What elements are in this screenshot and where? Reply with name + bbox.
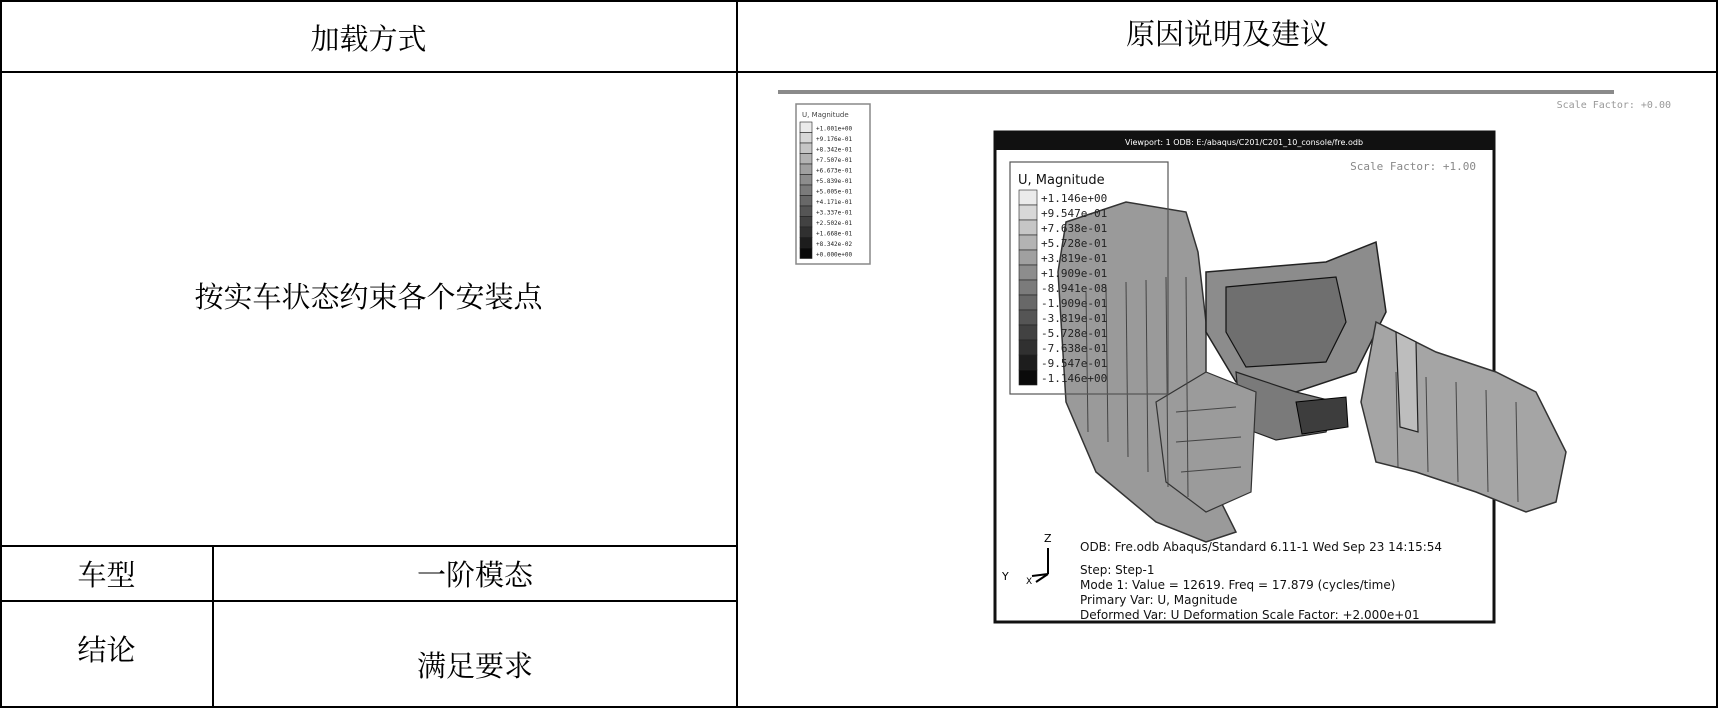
- small-legend-swatch: [800, 217, 812, 228]
- small-legend-swatch: [800, 175, 812, 186]
- info-odb: ODB: Fre.odb Abaqus/Standard 6.11-1 Wed Sep 23 14:15:54: [1080, 540, 1443, 554]
- legend-swatch: [1019, 310, 1037, 325]
- small-legend-swatch: [800, 248, 812, 259]
- legend-swatch: [1019, 325, 1037, 340]
- small-legend-swatch: [800, 133, 812, 144]
- info-mode: Mode 1: Value = 12619. Freq = 17.879 (cycles/time): [1080, 578, 1396, 592]
- axis-x-label: X: [1026, 577, 1033, 587]
- small-legend-swatch: [800, 164, 812, 175]
- legend-value: -8.941e-08: [1041, 282, 1108, 295]
- small-legend-value: +5.839e-01: [816, 177, 853, 185]
- legend-value: +3.819e-01: [1041, 252, 1108, 265]
- legend-value: -1.146e+00: [1041, 372, 1108, 385]
- small-legend-value: +3.337e-01: [816, 209, 853, 217]
- small-legend-swatch: [800, 206, 812, 217]
- small-legend-value: +6.673e-01: [816, 167, 853, 175]
- small-legend-value: +4.171e-01: [816, 198, 853, 206]
- small-legend-value: +8.342e-01: [816, 146, 853, 154]
- small-legend-swatch: [800, 227, 812, 238]
- legend-value: +1.909e-01: [1041, 267, 1108, 280]
- legend-swatch: [1019, 280, 1037, 295]
- legend-value: -1.909e-01: [1041, 297, 1108, 310]
- header-reason-suggestion: 原因说明及建议: [1125, 16, 1329, 51]
- small-legend: [796, 104, 870, 264]
- legend-swatch: [1019, 370, 1037, 385]
- legend-swatch: [1019, 295, 1037, 310]
- legend-swatch: [1019, 355, 1037, 370]
- figure-top-rule: [778, 90, 1614, 94]
- loading-method-text: 按实车状态约束各个安装点: [194, 280, 543, 314]
- small-legend-value: +9.176e-01: [816, 135, 853, 143]
- small-legend-swatch: [800, 154, 812, 165]
- header-loading-method: 加载方式: [310, 21, 427, 56]
- legend-value: +7.638e-01: [1041, 222, 1108, 235]
- legend-value: -5.728e-01: [1041, 327, 1108, 340]
- svg-text:U, Magnitude: U, Magnitude: [802, 111, 849, 119]
- fea-mode-shape-figure: [736, 72, 1686, 702]
- info-deformed-var: Deformed Var: U Deformation Scale Factor: +2.000e+01: [1080, 608, 1420, 622]
- small-legend-value: +2.502e-01: [816, 219, 853, 227]
- viewport-title: Viewport: 1 ODB: E:/abaqus/C201/C201_10_console/fre.odb: [1124, 138, 1364, 147]
- small-legend-swatch: [800, 185, 812, 196]
- model-value: 一阶模态: [416, 558, 533, 592]
- legend-swatch: [1019, 265, 1037, 280]
- small-legend-value: +1.668e-01: [816, 230, 853, 238]
- legend-value: +1.146e+00: [1041, 192, 1108, 205]
- axis-z-label: Z: [1044, 532, 1052, 545]
- small-legend-value: +1.001e+00: [816, 125, 853, 133]
- small-legend-swatch: [800, 122, 812, 133]
- legend-swatch: [1019, 235, 1037, 250]
- model-label: 车型: [77, 558, 136, 592]
- info-primary-var: Primary Var: U, Magnitude: [1080, 593, 1238, 607]
- axis-y-label: Y: [1002, 570, 1009, 583]
- conclusion-value: 满足要求: [416, 649, 533, 683]
- legend-swatch: [1019, 190, 1037, 205]
- legend-value: +5.728e-01: [1041, 237, 1108, 250]
- inner-scale-factor: Scale Factor: +1.00: [1350, 160, 1476, 173]
- legend-swatch: [1019, 250, 1037, 265]
- small-legend-swatch: [800, 238, 812, 249]
- small-legend-swatch: [800, 143, 812, 154]
- legend-swatch: [1019, 340, 1037, 355]
- legend-value: +9.547e-01: [1041, 207, 1108, 220]
- small-legend-value: +0.000e+00: [816, 251, 853, 259]
- legend-value: -9.547e-01: [1041, 357, 1108, 370]
- legend-swatch: [1019, 205, 1037, 220]
- legend-value: -3.819e-01: [1041, 312, 1108, 325]
- outer-scale-factor: Scale Factor: +0.00: [1556, 100, 1671, 111]
- viewport-window: [995, 132, 1566, 622]
- small-legend-value: +5.005e-01: [816, 188, 853, 196]
- info-step: Step: Step-1: [1080, 563, 1155, 577]
- legend-swatch: [1019, 220, 1037, 235]
- small-legend-swatch: [800, 196, 812, 207]
- small-legend-value: +8.342e-02: [816, 240, 853, 248]
- svg-text:U, Magnitude: U, Magnitude: [1018, 173, 1105, 188]
- conclusion-label: 结论: [77, 633, 136, 667]
- legend-value: -7.638e-01: [1041, 342, 1108, 355]
- small-legend-value: +7.507e-01: [816, 156, 853, 164]
